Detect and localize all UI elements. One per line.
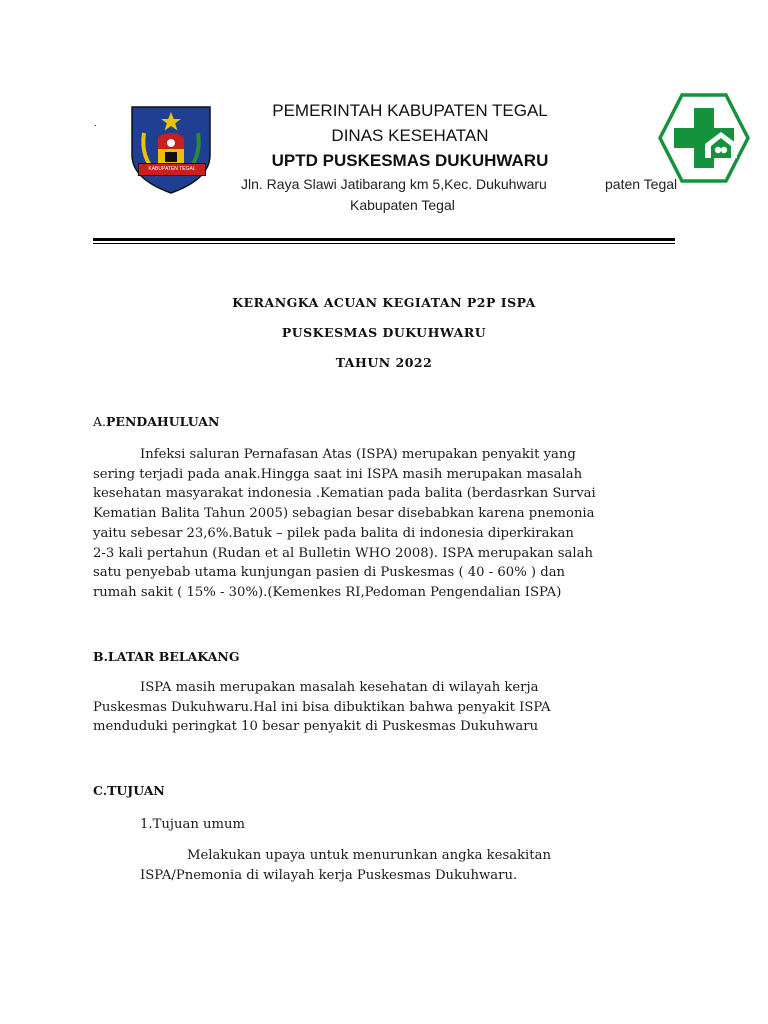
header-government-line: PEMERINTAH KABUPATEN TEGAL — [272, 101, 548, 120]
header-divider-thin — [93, 243, 675, 244]
document-subtitle: PUSKESMAS DUKUHWARU — [281, 325, 487, 340]
paragraph-line: ISPA masih merupakan masalah kesehatan di wilayah kerja — [140, 680, 539, 695]
section-c-subheading: 1.Tujuan umum — [140, 817, 245, 832]
section-a-title: PENDAHULUAN — [106, 414, 220, 429]
section-a-heading — [93, 414, 219, 429]
paragraph-line: satu penyebab utama kunjungan pasien di Puskesmas ( 40 - 60% ) dan — [93, 565, 566, 581]
paragraph-line: yaitu sebesar 23,6%.Batuk – pilek pada balita di indonesia diperkirakan — [93, 525, 574, 541]
paragraph-line: ISPA/Pnemonia di wilayah kerja Puskesmas Dukuhwaru. — [140, 867, 518, 883]
header-divider-thick — [93, 238, 675, 241]
emblem-ribbon-label: KABUPATEN TEGAL — [138, 163, 206, 176]
section-c-paragraph — [140, 846, 680, 885]
puskesmas-cross-logo-icon — [657, 92, 751, 184]
paragraph-line: rumah sakit ( 15% - 30%).(Kemenkes RI,Pedoman Pengendalian ISPA) — [93, 584, 562, 600]
paragraph-line: menduduki peringkat 10 besar penyakit di Puskesmas Dukuhwaru — [93, 719, 539, 735]
document-year: TAHUN 2022 — [335, 355, 433, 370]
header-address-overlap: paten Tegal — [605, 176, 678, 192]
header-unit-line: UPTD PUSKESMAS DUKUHWARU — [271, 151, 549, 170]
section-a-paragraph — [93, 445, 683, 603]
section-a-prefix: A. — [93, 414, 107, 429]
document-title: KERANGKA ACUAN KEGIATAN P2P ISPA — [232, 295, 536, 310]
paragraph-line: Melakukan upaya untuk menurunkan angka kesakitan — [187, 848, 551, 863]
paragraph-line: Puskesmas Dukuhwaru.Hal ini bisa dibuktikan bahwa penyakit ISPA — [93, 699, 551, 715]
paragraph-line: kesehatan masyarakat indonesia .Kematian pada balita (berdasrkan Survai — [93, 486, 596, 502]
paragraph-line: sering terjadi pada anak.Hingga saat ini ISPA masih merupakan masalah — [93, 466, 583, 482]
header-agency-line: DINAS KESEHATAN — [331, 126, 489, 145]
section-c-heading: C.TUJUAN — [93, 783, 165, 798]
stray-dot: . — [94, 118, 97, 129]
header-address-line: Jln. Raya Slawi Jatibarang km 5,Kec. Dukuhwaru — [241, 176, 547, 192]
section-b-paragraph — [93, 678, 683, 737]
section-b-heading: B.LATAR BELAKANG — [93, 649, 240, 664]
header-address-line-2: Kabupaten Tegal — [350, 197, 455, 213]
paragraph-line: Kematian Balita Tahun 2005) sebagian besar disebabkan karena pnemonia — [93, 506, 595, 522]
paragraph-line: Infeksi saluran Pernafasan Atas (ISPA) merupakan penyakit yang — [140, 447, 576, 462]
paragraph-line: 2-3 kali pertahun (Rudan et al Bulletin WHO 2008). ISPA merupakan salah — [93, 545, 593, 561]
